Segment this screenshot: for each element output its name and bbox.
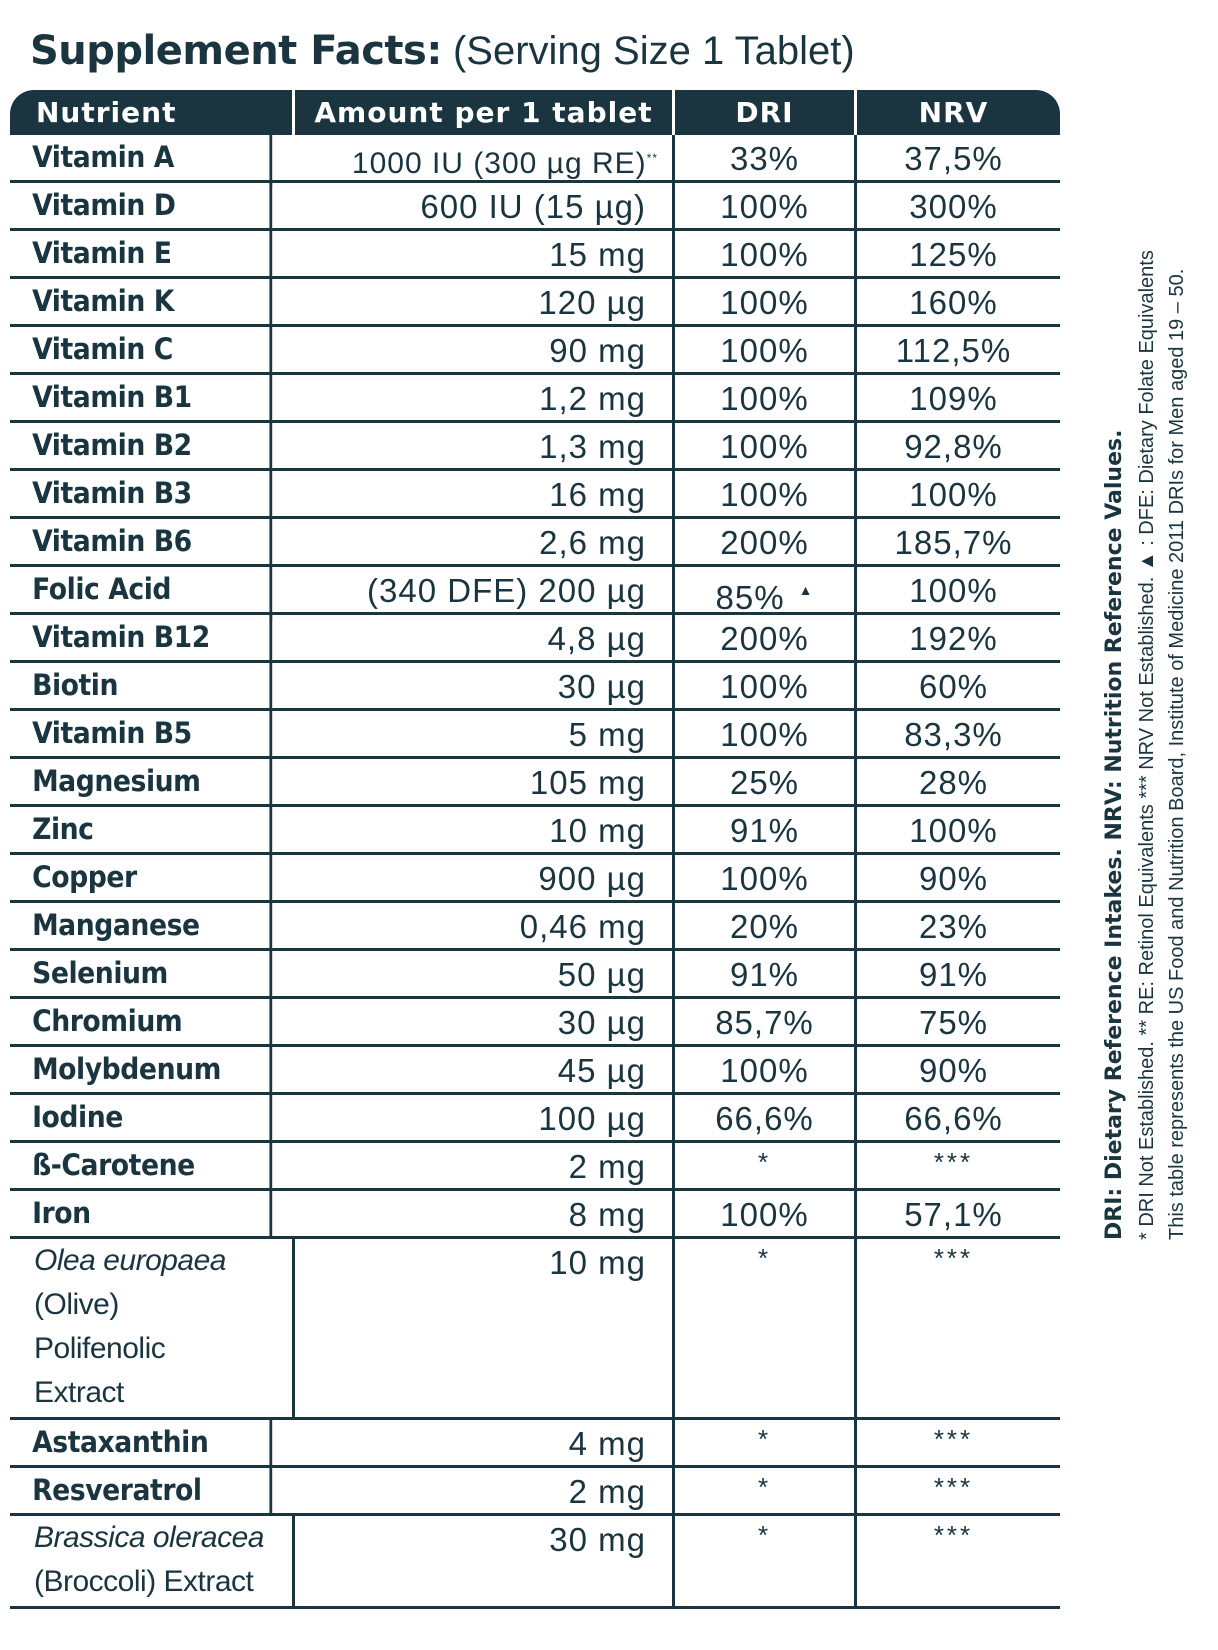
- row-amount: [295, 279, 675, 326]
- row-amount: [295, 855, 675, 902]
- row-dri: [675, 711, 857, 758]
- table-row: [10, 903, 1060, 951]
- row-amount: [295, 423, 675, 470]
- row-dri-value: 100%: [720, 476, 809, 513]
- row-nrv: 300%: [909, 188, 998, 225]
- table-row: [10, 471, 1060, 519]
- row-amount: [295, 1143, 675, 1190]
- table-row-olive: [10, 1239, 1060, 1420]
- row-dri: [675, 759, 857, 806]
- row-nrv: 92,8%: [904, 428, 1003, 465]
- row-nrv: 185,7%: [894, 524, 1013, 561]
- row-amount: [295, 663, 675, 710]
- row-nrv: 90%: [918, 860, 989, 897]
- table-row: [10, 231, 1060, 279]
- row-amount: [295, 471, 675, 518]
- row-dri: [675, 663, 857, 710]
- footnotes: [1098, 140, 1218, 1240]
- broccoli-name-italic: Brassica oleracea: [34, 1521, 264, 1554]
- row-amount: [295, 807, 675, 854]
- table-row: [10, 567, 1060, 615]
- row-name: Resveratrol: [10, 1468, 272, 1515]
- row-dri-value: 85%: [715, 579, 785, 616]
- row-name: [10, 1516, 295, 1606]
- table-row: [10, 759, 1060, 807]
- table-row: [10, 183, 1060, 231]
- row-dri: [675, 1095, 857, 1142]
- row-amount-value: 10 mg: [549, 812, 646, 849]
- row-amount: [295, 615, 675, 662]
- row-name: Selenium: [10, 951, 272, 998]
- table-row: [10, 711, 1060, 759]
- row-amount: [295, 903, 675, 950]
- row-name: Vitamin K: [10, 279, 272, 326]
- row-name: Copper: [10, 855, 272, 902]
- row-name: ß-Carotene: [10, 1143, 272, 1190]
- row-dri: [675, 903, 857, 950]
- row-nrv: ***: [933, 1520, 974, 1550]
- table-header: [10, 90, 1060, 135]
- footnote-symbols: * DRI Not Established. ** RE: Retinol Equivalents *** NRV Not Established. ▲ : DFE: Dietary Folate Equivalents: [1136, 250, 1158, 1240]
- row-name: Vitamin E: [10, 231, 272, 278]
- table-row: [10, 999, 1060, 1047]
- row-nrv: 112,5%: [895, 332, 1012, 369]
- page-title: [30, 28, 855, 74]
- row-name: Vitamin B5: [10, 711, 272, 758]
- row-dri: [675, 279, 857, 326]
- footnote-definitions: DRI: Dietary Reference Intakes. NRV: Nutrition Reference Values.: [1102, 429, 1127, 1240]
- row-name: Vitamin D: [10, 183, 272, 230]
- header-amount: Amount per 1 tablet: [295, 90, 675, 135]
- row-dri: [675, 1420, 857, 1467]
- row-amount-value: 900 µg: [538, 860, 646, 897]
- row-dri-value: *: [757, 1424, 772, 1454]
- row-amount-value: 0,46 mg: [519, 908, 646, 945]
- row-amount: [295, 1468, 675, 1515]
- olive-name-line1: (Olive): [34, 1288, 119, 1321]
- table-row-broccoli: [10, 1516, 1060, 1609]
- row-amount: [295, 231, 675, 278]
- row-name: Folic Acid: [10, 567, 272, 621]
- row-dri: [675, 1191, 857, 1238]
- row-dri-value: 85,7%: [715, 1004, 814, 1041]
- row-amount-value: 15 mg: [549, 236, 646, 273]
- row-amount-value: 2,6 mg: [539, 524, 646, 561]
- row-nrv: 57,1%: [904, 1196, 1003, 1233]
- table-row: [10, 423, 1060, 471]
- row-dri-value: 91%: [729, 812, 800, 849]
- row-amount: [295, 711, 675, 758]
- row-nrv: 66,6%: [904, 1100, 1003, 1137]
- row-amount-value: 90 mg: [549, 332, 646, 369]
- table-row: [10, 663, 1060, 711]
- table-body: [10, 135, 1060, 1239]
- row-amount-value: 100 µg: [538, 1100, 646, 1137]
- row-name: Vitamin B12: [10, 615, 272, 662]
- row-amount-value: 2 mg: [568, 1473, 646, 1510]
- row-name: Vitamin B2: [10, 423, 272, 470]
- row-amount: [295, 999, 675, 1046]
- row-amount: [295, 1420, 675, 1467]
- row-name: Magnesium: [10, 759, 272, 806]
- row-dri-value: 91%: [729, 956, 800, 993]
- row-amount-value: 4,8 µg: [547, 620, 646, 657]
- row-amount: [295, 951, 675, 998]
- table-row: [10, 519, 1060, 567]
- row-name: Iron: [10, 1191, 272, 1238]
- row-dri-value: 100%: [720, 428, 809, 465]
- row-nrv: ***: [933, 1472, 974, 1502]
- header-nrv: NRV: [918, 96, 989, 129]
- row-nrv: 160%: [909, 284, 998, 321]
- row-dri-value: 33%: [729, 140, 800, 177]
- row-dri: *: [675, 1239, 857, 1417]
- row-dri-value: 100%: [720, 1052, 809, 1089]
- olive-name-italic: Olea europaea: [34, 1244, 226, 1277]
- row-dri-value: 100%: [720, 188, 809, 225]
- table-row: [10, 855, 1060, 903]
- row-dri: [675, 1143, 857, 1190]
- row-amount-value: 16 mg: [549, 476, 646, 513]
- row-name: Vitamin A: [10, 135, 272, 187]
- row-amount: [295, 1095, 675, 1142]
- row-amount-value: 105 mg: [529, 764, 646, 801]
- row-amount-value: 1000 IU (300 µg RE): [351, 147, 647, 180]
- row-dri-value: 100%: [720, 380, 809, 417]
- row-name: Chromium: [10, 999, 272, 1046]
- row-amount: [295, 375, 675, 422]
- row-amount: 10 mg: [295, 1239, 675, 1417]
- row-amount-value: 4 mg: [568, 1425, 646, 1462]
- row-dri-value: 100%: [720, 236, 809, 273]
- row-dri-value: *: [757, 1147, 772, 1177]
- row-nrv: 90%: [918, 1052, 989, 1089]
- row-amount-value: 1,3 mg: [539, 428, 646, 465]
- row-amount: [295, 519, 675, 566]
- row-nrv: 75%: [918, 1004, 989, 1041]
- row-dri: [675, 855, 857, 902]
- row-nrv: 23%: [918, 908, 989, 945]
- row-nrv: 60%: [918, 668, 989, 705]
- row-nrv: 28%: [918, 764, 989, 801]
- table-row: [10, 1143, 1060, 1191]
- row-amount-value: 120 µg: [538, 284, 646, 321]
- row-name: Vitamin C: [10, 327, 272, 374]
- row-nrv: 100%: [909, 476, 998, 513]
- row-amount-value: 30 µg: [557, 1004, 646, 1041]
- row-amount-value: 2 mg: [568, 1148, 646, 1185]
- row-amount: [295, 135, 675, 187]
- row-amount: [295, 759, 675, 806]
- title-serving: (Serving Size 1 Tablet): [452, 29, 855, 73]
- header-nutrient: Nutrient: [10, 90, 295, 135]
- row-amount: [295, 1047, 675, 1094]
- row-name: Vitamin B6: [10, 519, 272, 566]
- row-dri: [675, 807, 857, 854]
- row-amount-value: 1,2 mg: [539, 380, 646, 417]
- table-row: [10, 135, 1060, 183]
- row-amount-value: 50 µg: [557, 956, 646, 993]
- row-dri-value: 200%: [720, 620, 809, 657]
- row-dri: [675, 135, 857, 187]
- row-dri-value: 25%: [729, 764, 800, 801]
- row-amount-value: 30 µg: [557, 668, 646, 705]
- row-name: Iodine: [10, 1095, 272, 1142]
- row-dri-value: 66,6%: [715, 1100, 814, 1137]
- row-nrv: 100%: [909, 812, 998, 849]
- row-name: Vitamin B3: [10, 471, 272, 518]
- row-nrv: 100%: [909, 572, 998, 609]
- table-row: [10, 1191, 1060, 1239]
- table-row: [10, 1047, 1060, 1095]
- row-dri: [675, 519, 857, 566]
- row-name: Astaxanthin: [10, 1420, 272, 1467]
- row-dri: [675, 183, 857, 230]
- row-dri: [675, 567, 857, 621]
- row-dri: *: [675, 1516, 857, 1606]
- table-row: [10, 807, 1060, 855]
- supplement-facts-table: [10, 90, 1060, 1609]
- row-dri: [675, 231, 857, 278]
- dfe-triangle-icon: ▲: [798, 582, 814, 598]
- row-dri-value: 20%: [729, 908, 800, 945]
- row-nrv: 125%: [909, 236, 998, 273]
- row-dri-value: 200%: [720, 524, 809, 561]
- row-dri: [675, 615, 857, 662]
- row-nrv: 91%: [918, 956, 989, 993]
- row-dri-value: 100%: [720, 716, 809, 753]
- row-amount-value: 5 mg: [568, 716, 646, 753]
- row-name: Molybdenum: [10, 1047, 272, 1094]
- row-nrv: 192%: [909, 620, 998, 657]
- table-body-after: [10, 1420, 1060, 1516]
- row-dri-value: 100%: [720, 1196, 809, 1233]
- row-dri: [675, 327, 857, 374]
- row-dri-value: *: [757, 1472, 772, 1502]
- table-row: [10, 375, 1060, 423]
- row-amount-value: 600 IU (15 µg): [420, 188, 646, 225]
- row-amount-value: 45 µg: [557, 1052, 646, 1089]
- row-amount: [295, 183, 675, 230]
- row-nrv: 109%: [909, 380, 998, 417]
- table-row: [10, 327, 1060, 375]
- row-nrv: ***: [933, 1243, 974, 1273]
- row-name: [10, 1239, 295, 1417]
- row-dri-value: 100%: [720, 332, 809, 369]
- row-dri: [675, 423, 857, 470]
- footnote-source: This table represents the US Food and Nutrition Board, Institute of Medicine 2011 DRIs for Men aged 19 – 50.: [1166, 268, 1188, 1240]
- broccoli-name-rest: (Broccoli) Extract: [34, 1565, 254, 1598]
- row-name: Manganese: [10, 903, 272, 950]
- olive-name-line2: Polifenolic: [34, 1332, 166, 1365]
- olive-name-line3: Extract: [34, 1376, 124, 1409]
- row-amount: [295, 567, 675, 621]
- header-dri: DRI: [675, 90, 857, 135]
- table-row: [10, 1468, 1060, 1516]
- row-name: Biotin: [10, 663, 272, 710]
- row-name: Vitamin B1: [10, 375, 272, 422]
- row-dri-value: 100%: [720, 668, 809, 705]
- row-dri: [675, 471, 857, 518]
- row-nrv: ***: [933, 1147, 974, 1177]
- title-bold: Supplement Facts:: [30, 28, 442, 74]
- row-dri: [675, 375, 857, 422]
- row-amount: 30 mg: [295, 1516, 675, 1606]
- table-row: [10, 1420, 1060, 1468]
- row-amount: [295, 1191, 675, 1238]
- table-row: [10, 279, 1060, 327]
- row-dri: [675, 1047, 857, 1094]
- row-dri: [675, 951, 857, 998]
- row-dri: [675, 1468, 857, 1515]
- row-nrv: ***: [933, 1424, 974, 1454]
- row-amount-value: 8 mg: [568, 1196, 646, 1233]
- table-row: [10, 951, 1060, 999]
- row-amount: [295, 327, 675, 374]
- row-dri: [675, 999, 857, 1046]
- row-nrv: 83,3%: [904, 716, 1003, 753]
- row-nrv: 37,5%: [904, 140, 1003, 177]
- table-row: [10, 615, 1060, 663]
- row-dri-value: 100%: [720, 860, 809, 897]
- row-amount-note: **: [646, 151, 658, 165]
- table-row: [10, 1095, 1060, 1143]
- row-dri-value: 100%: [720, 284, 809, 321]
- row-amount-value: (340 DFE) 200 µg: [367, 572, 646, 609]
- row-name: Zinc: [10, 807, 272, 854]
